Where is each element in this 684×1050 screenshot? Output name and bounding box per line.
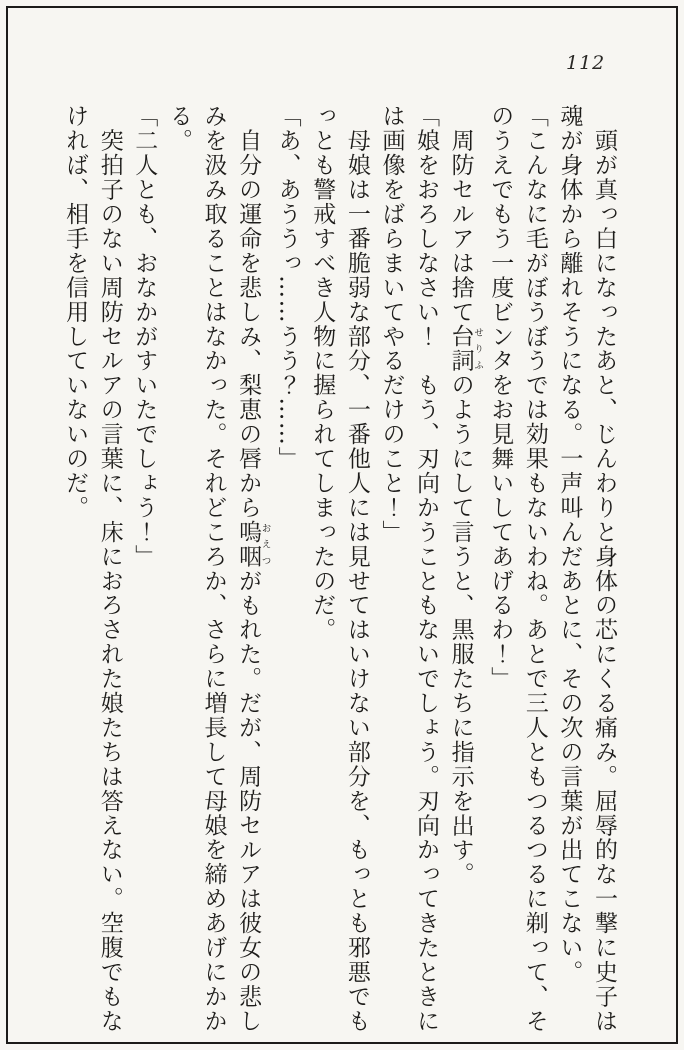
page-number: 112 xyxy=(566,52,606,74)
text-column: ければ、相手を信用していないのだ。 xyxy=(62,104,89,520)
text-column: 「二人とも、おなかがすいたでしょう！」 xyxy=(131,104,158,569)
text-column: みを汲み取ることはなかった。それどころか、さらに増長して母娘を締めあげにかか xyxy=(200,104,227,1034)
text-column: 「娘をおろしなさい！ もう、刃向かうこともないでしょう。刃向かってきたときに xyxy=(413,104,440,1034)
text-column: 周防セルアは捨て台詞せりふのようにして言うと、黒服たちに指示を出す。 xyxy=(447,104,484,887)
text-column: る。 xyxy=(165,104,192,153)
furigana-annotation: 台詞せりふ xyxy=(447,324,484,373)
text-column: 頭が真っ白になったあと、じんわりと身体の芯にくる痛み。屈辱的な一撃に史子は xyxy=(591,104,617,1034)
text-column: 「あ、あううっ……うう？……」 xyxy=(274,104,301,471)
text-column: 自分の運命を悲しみ、梨恵の唇から嗚咽おえつがもれた。だが、周防セルアは彼女の悲し xyxy=(235,104,271,1034)
text-column: 「こんなに毛がぼうぼうでは効果もないわね。あとで三人ともつるつるに剃って、そ xyxy=(521,104,548,1034)
text-column: 母娘は一番脆弱な部分、一番他人には見せてはいけない部分を、もっとも邪悪でも xyxy=(343,104,370,1034)
text-column: 突拍子のない周防セルアの言葉に、床におろされた娘たちは答えない。空腹でもな xyxy=(96,104,123,1034)
body-text xyxy=(58,104,622,1049)
text-column: は画像をばらまいてやるだけのこと！」 xyxy=(378,104,405,545)
text-column: っとも警戒すべき人物に握られてしまったのだ。 xyxy=(309,104,336,642)
text-column: のうえでもう一度ビンタをお見舞いしてあげるわ！」 xyxy=(487,104,514,691)
furigana-annotation: 嗚咽おえつ xyxy=(235,519,271,569)
text-column: 魂が身体から離れそうになる。一声叫んだあとに、その次の言葉が出てこない。 xyxy=(556,104,583,985)
